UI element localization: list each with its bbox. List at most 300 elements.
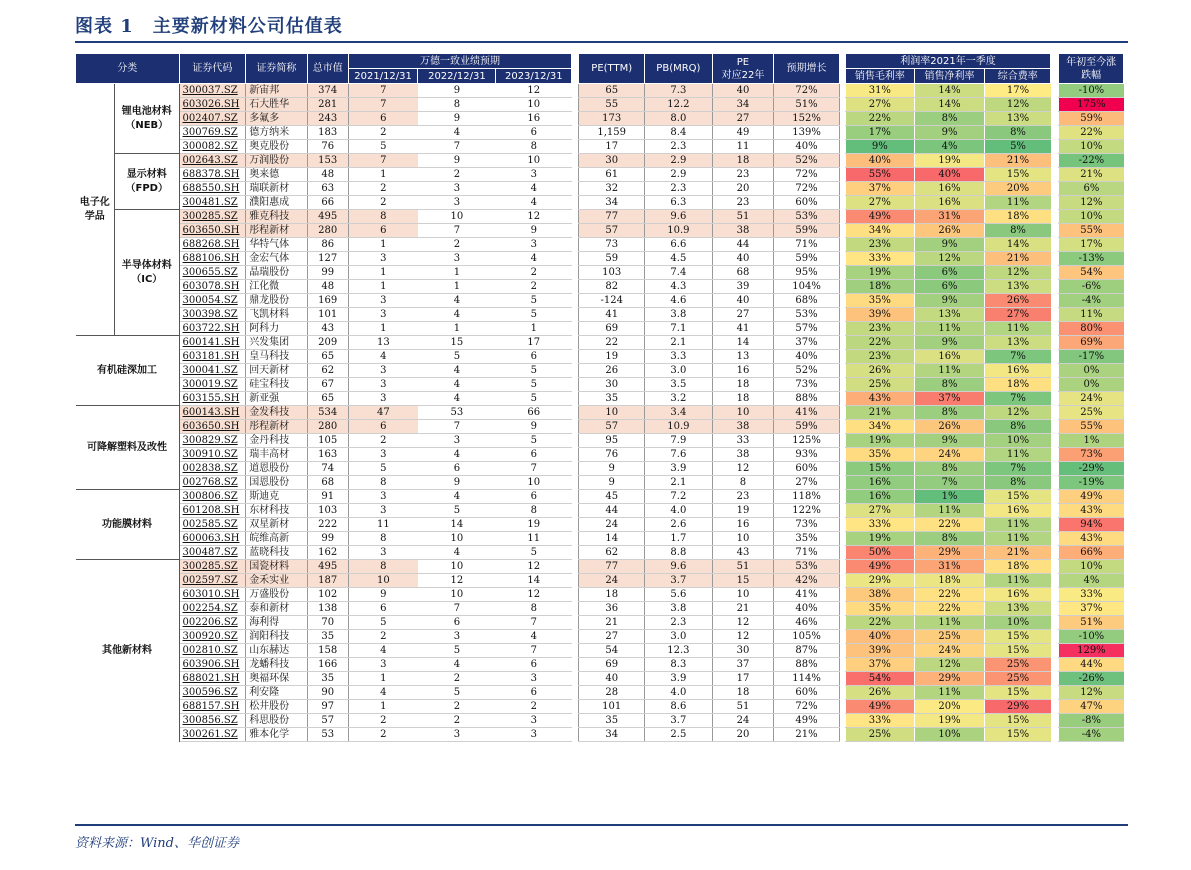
forecast-2022: 3	[418, 196, 496, 210]
expected-growth: 59%	[774, 252, 840, 266]
pe-2022: 51	[712, 560, 774, 574]
pe-ttm: 34	[579, 728, 645, 742]
expected-growth: 88%	[774, 392, 840, 406]
forecast-2021: 4	[348, 350, 418, 364]
pb-mrq: 8.4	[645, 126, 713, 140]
pb-mrq: 3.2	[645, 392, 713, 406]
forecast-2023: 6	[496, 490, 572, 504]
pe-ttm: 173	[579, 112, 645, 126]
stock-name: 硅宝科技	[246, 378, 308, 392]
header-consensus: 万德一致业绩预期	[348, 54, 572, 69]
gross-margin: 25%	[845, 728, 914, 742]
table-row	[76, 476, 1124, 490]
gap	[1051, 350, 1059, 364]
gap	[572, 252, 579, 266]
gap	[572, 462, 579, 476]
expense-rate: 25%	[985, 672, 1051, 686]
table-row	[76, 686, 1124, 700]
ytd-change: -10%	[1059, 630, 1124, 644]
forecast-2021: 3	[348, 364, 418, 378]
forecast-2023: 9	[496, 420, 572, 434]
ytd-change: 129%	[1059, 644, 1124, 658]
header-expense-rate: 综合费率	[985, 69, 1051, 84]
forecast-2021: 7	[348, 84, 418, 98]
stock-code: 300829.SZ	[179, 434, 246, 448]
gap	[1051, 644, 1059, 658]
pe-ttm: 40	[579, 672, 645, 686]
market-cap: 43	[307, 322, 348, 336]
stock-code: 603010.SH	[179, 588, 246, 602]
gap	[1051, 434, 1059, 448]
pb-mrq: 3.3	[645, 350, 713, 364]
pe-ttm: 59	[579, 252, 645, 266]
ytd-change: 51%	[1059, 616, 1124, 630]
table-row	[76, 112, 1124, 126]
gap	[1051, 406, 1059, 420]
pe-ttm: 36	[579, 602, 645, 616]
gross-margin: 54%	[845, 672, 914, 686]
gap	[1051, 196, 1059, 210]
market-cap: 209	[307, 336, 348, 350]
stock-name: 金发科技	[246, 406, 308, 420]
market-cap: 374	[307, 84, 348, 98]
gap	[572, 700, 579, 714]
expense-rate: 8%	[985, 224, 1051, 238]
gap	[1051, 574, 1059, 588]
forecast-2022: 10	[418, 588, 496, 602]
expense-rate: 21%	[985, 546, 1051, 560]
pe-ttm: 95	[579, 434, 645, 448]
pb-mrq: 2.1	[645, 476, 713, 490]
ytd-change: 10%	[1059, 560, 1124, 574]
net-margin: 11%	[914, 322, 985, 336]
ytd-change: -4%	[1059, 728, 1124, 742]
net-margin: 11%	[914, 364, 985, 378]
stock-code: 002254.SZ	[179, 602, 246, 616]
stock-name: 道恩股份	[246, 462, 308, 476]
gap	[572, 406, 579, 420]
table-row	[76, 364, 1124, 378]
market-cap: 66	[307, 196, 348, 210]
ytd-change: 80%	[1059, 322, 1124, 336]
pe-2022: 23	[712, 168, 774, 182]
table-row	[76, 294, 1124, 308]
stock-name: 瑞丰高材	[246, 448, 308, 462]
stock-code: 002768.SZ	[179, 476, 246, 490]
market-cap: 53	[307, 728, 348, 742]
gross-margin: 34%	[845, 224, 914, 238]
gap	[572, 616, 579, 630]
pe-ttm: 82	[579, 280, 645, 294]
forecast-2021: 2	[348, 714, 418, 728]
gap	[572, 434, 579, 448]
table-row	[76, 196, 1124, 210]
forecast-2021: 3	[348, 252, 418, 266]
gap	[572, 182, 579, 196]
net-margin: 24%	[914, 448, 985, 462]
pe-2022: 17	[712, 672, 774, 686]
market-cap: 97	[307, 700, 348, 714]
table-row	[76, 462, 1124, 476]
pb-mrq: 3.4	[645, 406, 713, 420]
expected-growth: 71%	[774, 238, 840, 252]
forecast-2022: 4	[418, 392, 496, 406]
expense-rate: 15%	[985, 644, 1051, 658]
stock-name: 万润股份	[246, 154, 308, 168]
gap	[572, 420, 579, 434]
gap	[572, 84, 579, 98]
forecast-2021: 1	[348, 322, 418, 336]
stock-name: 蓝晓科技	[246, 546, 308, 560]
pb-mrq: 6.3	[645, 196, 713, 210]
forecast-2021: 8	[348, 532, 418, 546]
gross-margin: 35%	[845, 448, 914, 462]
pe-2022: 21	[712, 602, 774, 616]
pe-2022: 10	[712, 532, 774, 546]
pe-2022: 14	[712, 336, 774, 350]
table-row	[76, 448, 1124, 462]
expense-rate: 15%	[985, 168, 1051, 182]
forecast-2021: 3	[348, 546, 418, 560]
stock-code: 688157.SH	[179, 700, 246, 714]
stock-name: 斯迪克	[246, 490, 308, 504]
expected-growth: 72%	[774, 168, 840, 182]
stock-name: 石大胜华	[246, 98, 308, 112]
pe-2022: 18	[712, 378, 774, 392]
net-margin: 9%	[914, 336, 985, 350]
forecast-2023: 9	[496, 224, 572, 238]
table-row	[76, 224, 1124, 238]
stock-name: 皖维高新	[246, 532, 308, 546]
stock-code: 300910.SZ	[179, 448, 246, 462]
pe-2022: 18	[712, 686, 774, 700]
pe-2022: 27	[712, 308, 774, 322]
gap	[572, 350, 579, 364]
table-row	[76, 546, 1124, 560]
ytd-change: -4%	[1059, 294, 1124, 308]
stock-name: 金丹科技	[246, 434, 308, 448]
header-ytd	[1059, 54, 1124, 84]
expense-rate: 7%	[985, 350, 1051, 364]
net-margin: 26%	[914, 420, 985, 434]
forecast-2023: 12	[496, 560, 572, 574]
expected-growth: 93%	[774, 448, 840, 462]
forecast-2021: 2	[348, 126, 418, 140]
ytd-change: 33%	[1059, 588, 1124, 602]
gross-margin: 15%	[845, 462, 914, 476]
expense-rate: 12%	[985, 266, 1051, 280]
net-margin: 20%	[914, 700, 985, 714]
pb-mrq: 4.0	[645, 504, 713, 518]
title-divider	[75, 41, 1128, 43]
forecast-2022: 5	[418, 644, 496, 658]
gap	[572, 602, 579, 616]
category-label-electronic_chem: 电子化学品	[76, 84, 115, 336]
expense-rate: 15%	[985, 728, 1051, 742]
net-margin: 31%	[914, 560, 985, 574]
gross-margin: 55%	[845, 168, 914, 182]
net-margin: 6%	[914, 280, 985, 294]
ytd-change: -22%	[1059, 154, 1124, 168]
subcategory-label-battery: 锂电池材料（NEB）	[114, 84, 179, 154]
forecast-2022: 53	[418, 406, 496, 420]
pb-mrq: 7.3	[645, 84, 713, 98]
stock-code: 300041.SZ	[179, 364, 246, 378]
expense-rate: 11%	[985, 196, 1051, 210]
gross-margin: 26%	[845, 686, 914, 700]
forecast-2021: 2	[348, 182, 418, 196]
gap	[1051, 112, 1059, 126]
net-margin: 16%	[914, 182, 985, 196]
pe-2022: 43	[712, 546, 774, 560]
stock-name: 龙蟠科技	[246, 658, 308, 672]
stock-name: 兴发集团	[246, 336, 308, 350]
header-2021: 2021/12/31	[348, 69, 418, 84]
forecast-2021: 2	[348, 630, 418, 644]
expected-growth: 125%	[774, 434, 840, 448]
stock-name: 雅克科技	[246, 210, 308, 224]
gross-margin: 40%	[845, 630, 914, 644]
pe-ttm: 57	[579, 224, 645, 238]
stock-name: 德方纳米	[246, 126, 308, 140]
pb-mrq: 7.9	[645, 434, 713, 448]
ytd-change: 43%	[1059, 504, 1124, 518]
expected-growth: 59%	[774, 420, 840, 434]
figure-title: 图表 1 主要新材料公司估值表	[75, 16, 343, 37]
gross-margin: 35%	[845, 602, 914, 616]
expense-rate: 12%	[985, 406, 1051, 420]
market-cap: 90	[307, 686, 348, 700]
ytd-change: 25%	[1059, 406, 1124, 420]
net-margin: 25%	[914, 630, 985, 644]
gross-margin: 23%	[845, 350, 914, 364]
pe-2022: 40	[712, 252, 774, 266]
expense-rate: 27%	[985, 308, 1051, 322]
stock-code: 300019.SZ	[179, 378, 246, 392]
pe-2022: 40	[712, 84, 774, 98]
pe-2022: 12	[712, 630, 774, 644]
market-cap: 183	[307, 126, 348, 140]
market-cap: 103	[307, 504, 348, 518]
ytd-change: 37%	[1059, 602, 1124, 616]
net-margin: 7%	[914, 476, 985, 490]
expense-rate: 16%	[985, 364, 1051, 378]
gap	[572, 574, 579, 588]
pe-ttm: 1,159	[579, 126, 645, 140]
expense-rate: 29%	[985, 700, 1051, 714]
pb-mrq: 8.6	[645, 700, 713, 714]
header-ytd-line2: 跌幅	[1081, 69, 1102, 81]
forecast-2022: 4	[418, 546, 496, 560]
expense-rate: 10%	[985, 434, 1051, 448]
pe-ttm: 65	[579, 84, 645, 98]
forecast-2021: 3	[348, 378, 418, 392]
header-gap	[572, 54, 579, 84]
forecast-2021: 1	[348, 700, 418, 714]
gross-margin: 39%	[845, 644, 914, 658]
gap	[1051, 672, 1059, 686]
gap	[572, 686, 579, 700]
market-cap: 48	[307, 280, 348, 294]
market-cap: 57	[307, 714, 348, 728]
table-row	[76, 140, 1124, 154]
stock-name: 鼎龙股份	[246, 294, 308, 308]
ytd-change: 24%	[1059, 392, 1124, 406]
header-pe22	[712, 54, 774, 84]
pe-2022: 15	[712, 574, 774, 588]
net-margin: 26%	[914, 224, 985, 238]
table-row	[76, 672, 1124, 686]
gross-margin: 19%	[845, 266, 914, 280]
net-margin: 12%	[914, 658, 985, 672]
gross-margin: 27%	[845, 196, 914, 210]
stock-code: 603155.SH	[179, 392, 246, 406]
ytd-change: 10%	[1059, 140, 1124, 154]
pb-mrq: 4.3	[645, 280, 713, 294]
stock-code: 300769.SZ	[179, 126, 246, 140]
market-cap: 65	[307, 392, 348, 406]
net-margin: 16%	[914, 196, 985, 210]
pb-mrq: 3.9	[645, 672, 713, 686]
pe-ttm: 77	[579, 560, 645, 574]
gross-margin: 39%	[845, 308, 914, 322]
table-row	[76, 126, 1124, 140]
pe-ttm: 17	[579, 140, 645, 154]
forecast-2021: 4	[348, 686, 418, 700]
gross-margin: 43%	[845, 392, 914, 406]
stock-name: 彤程新材	[246, 224, 308, 238]
table-row	[76, 700, 1124, 714]
stock-name: 多氟多	[246, 112, 308, 126]
pe-ttm: 27	[579, 630, 645, 644]
market-cap: 48	[307, 168, 348, 182]
expected-growth: 88%	[774, 658, 840, 672]
stock-code: 300806.SZ	[179, 490, 246, 504]
stock-name: 金禾实业	[246, 574, 308, 588]
expense-rate: 5%	[985, 140, 1051, 154]
stock-code: 603650.SH	[179, 420, 246, 434]
gap	[1051, 714, 1059, 728]
market-cap: 35	[307, 672, 348, 686]
market-cap: 163	[307, 448, 348, 462]
pe-2022: 34	[712, 98, 774, 112]
gap	[1051, 448, 1059, 462]
expected-growth: 41%	[774, 406, 840, 420]
table-row	[76, 630, 1124, 644]
gap	[1051, 84, 1059, 98]
expected-growth: 37%	[774, 336, 840, 350]
table-row	[76, 420, 1124, 434]
forecast-2023: 12	[496, 84, 572, 98]
ytd-change: -6%	[1059, 280, 1124, 294]
expense-rate: 11%	[985, 322, 1051, 336]
gap	[572, 644, 579, 658]
header-mcap: 总市值	[307, 54, 348, 84]
ytd-change: -29%	[1059, 462, 1124, 476]
stock-code: 300037.SZ	[179, 84, 246, 98]
gap	[1051, 560, 1059, 574]
expected-growth: 57%	[774, 322, 840, 336]
header-pe-ttm: PE(TTM)	[579, 54, 645, 84]
expense-rate: 11%	[985, 532, 1051, 546]
ytd-change: 1%	[1059, 434, 1124, 448]
market-cap: 281	[307, 98, 348, 112]
forecast-2022: 3	[418, 728, 496, 742]
forecast-2023: 6	[496, 350, 572, 364]
forecast-2021: 10	[348, 574, 418, 588]
table-row	[76, 322, 1124, 336]
forecast-2023: 5	[496, 364, 572, 378]
gap	[572, 322, 579, 336]
pb-mrq: 4.6	[645, 294, 713, 308]
gross-margin: 38%	[845, 588, 914, 602]
net-margin: 37%	[914, 392, 985, 406]
gap	[1051, 182, 1059, 196]
pe-2022: 33	[712, 434, 774, 448]
expense-rate: 16%	[985, 588, 1051, 602]
forecast-2021: 2	[348, 196, 418, 210]
pb-mrq: 8.0	[645, 112, 713, 126]
forecast-2023: 8	[496, 140, 572, 154]
ytd-change: 55%	[1059, 224, 1124, 238]
ytd-change: -17%	[1059, 350, 1124, 364]
forecast-2023: 12	[496, 210, 572, 224]
pb-mrq: 8.8	[645, 546, 713, 560]
ytd-change: -13%	[1059, 252, 1124, 266]
net-margin: 16%	[914, 350, 985, 364]
gross-margin: 18%	[845, 280, 914, 294]
market-cap: 495	[307, 210, 348, 224]
pe-2022: 16	[712, 364, 774, 378]
ytd-change: 10%	[1059, 210, 1124, 224]
market-cap: 222	[307, 518, 348, 532]
gross-margin: 33%	[845, 518, 914, 532]
table-row	[76, 574, 1124, 588]
gross-margin: 31%	[845, 84, 914, 98]
stock-name: 东材科技	[246, 504, 308, 518]
gap	[572, 98, 579, 112]
stock-code: 300285.SZ	[179, 560, 246, 574]
forecast-2023: 7	[496, 462, 572, 476]
stock-code: 688268.SH	[179, 238, 246, 252]
pb-mrq: 3.5	[645, 378, 713, 392]
forecast-2021: 8	[348, 476, 418, 490]
ytd-change: 47%	[1059, 700, 1124, 714]
stock-code: 300655.SZ	[179, 266, 246, 280]
market-cap: 534	[307, 406, 348, 420]
market-cap: 67	[307, 378, 348, 392]
forecast-2021: 11	[348, 518, 418, 532]
ytd-change: 94%	[1059, 518, 1124, 532]
stock-code: 300082.SZ	[179, 140, 246, 154]
category-label-silicone: 有机硅深加工	[76, 336, 180, 406]
gap	[572, 546, 579, 560]
ytd-change: -10%	[1059, 84, 1124, 98]
expected-growth: 53%	[774, 210, 840, 224]
expense-rate: 15%	[985, 714, 1051, 728]
gap	[572, 672, 579, 686]
stock-code: 300856.SZ	[179, 714, 246, 728]
gap	[572, 112, 579, 126]
forecast-2022: 6	[418, 462, 496, 476]
net-margin: 22%	[914, 518, 985, 532]
forecast-2021: 5	[348, 616, 418, 630]
net-margin: 8%	[914, 462, 985, 476]
forecast-2023: 6	[496, 658, 572, 672]
table-row	[76, 210, 1124, 224]
ytd-change: 66%	[1059, 546, 1124, 560]
gap	[572, 126, 579, 140]
